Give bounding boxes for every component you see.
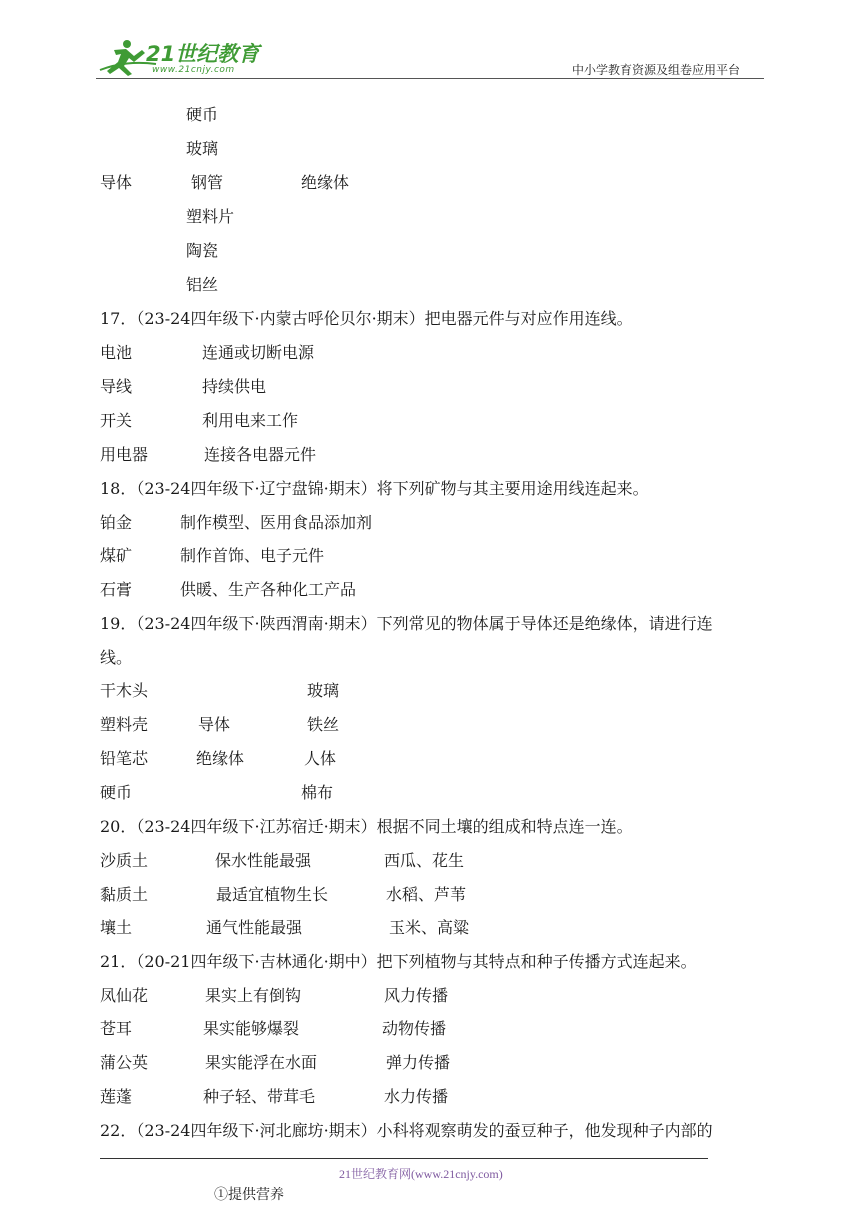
footer-divider [100, 1158, 708, 1159]
q19-left-item: 铅笔芯 [100, 749, 149, 768]
q21-middle-item: 果实能够爆裂 [203, 1019, 300, 1038]
q21-middle-item: 果实上有倒钩 [205, 986, 302, 1005]
q16-left-item: 导体 [100, 173, 133, 192]
q20-left-item: 沙质土 [100, 851, 149, 870]
q17-left-item: 开关 [100, 411, 133, 430]
q19-middle-item: 绝缘体 [196, 749, 245, 768]
q18-left-item: 铂金 [100, 513, 133, 532]
q17-left-item: 电池 [100, 343, 133, 362]
q20-middle-item: 通气性能最强 [206, 918, 303, 937]
q20-right-item: 西瓜、花生 [384, 851, 465, 870]
q16-right-item: 绝缘体 [301, 173, 350, 192]
q21-right-item: 动物传播 [382, 1019, 447, 1038]
q21-left-item: 苍耳 [100, 1019, 133, 1038]
logo-text: 21世纪教育 [146, 42, 260, 66]
site-logo [96, 36, 266, 78]
question-stem-continued: 线。 [100, 648, 133, 667]
question-stem: 18．（23-24四年级下·辽宁盘锦·期末）将下列矿物与其主要用途用线连起来。 [100, 479, 649, 498]
q21-right-item: 风力传播 [384, 986, 449, 1005]
q16-middle-item: 硬币 [186, 105, 219, 124]
q21-left-item: 蒲公英 [100, 1053, 149, 1072]
q19-left-item: 塑料壳 [100, 715, 149, 734]
q20-right-item: 玉米、高粱 [389, 918, 470, 937]
q21-middle-item: 种子轻、带茸毛 [203, 1087, 316, 1106]
q17-left-item: 用电器 [100, 445, 149, 464]
q20-left-item: 黏质土 [100, 885, 149, 904]
q21-middle-item: 果实能浮在水面 [205, 1053, 318, 1072]
q20-middle-item: 最适宜植物生长 [216, 885, 329, 904]
q18-right-item: 供暖、生产各种化工产品 [180, 580, 357, 599]
q18-left-item: 煤矿 [100, 546, 133, 565]
q16-middle-item: 钢管 [191, 173, 224, 192]
q19-right-item: 棉布 [301, 783, 334, 802]
q16-middle-item: 塑料片 [186, 207, 235, 226]
q20-right-item: 水稻、芦苇 [386, 885, 467, 904]
q17-right-item: 连通或切断电源 [202, 343, 315, 362]
q17-right-item: 持续供电 [202, 377, 267, 396]
q21-left-item: 凤仙花 [100, 986, 149, 1005]
footer-text: 21世纪教育网(www.21cnjy.com) [339, 1167, 503, 1181]
q16-middle-item: 玻璃 [186, 139, 219, 158]
question-stem: 21．（20-21四年级下·吉林通化·期中）把下列植物与其特点和种子传播方式连起来。 [100, 952, 697, 971]
q18-right-item: 制作模型、医用食品添加剂 [180, 513, 373, 532]
question-stem: 19．（23-24四年级下·陕西渭南·期末）下列常见的物体属于导体还是绝缘体，请进行连 [100, 614, 713, 633]
q19-right-item: 铁丝 [307, 715, 340, 734]
q21-right-item: 水力传播 [384, 1087, 449, 1106]
logo-url: www.21cnjy.com [152, 65, 235, 75]
q16-middle-item: 陶瓷 [186, 241, 219, 260]
q19-left-item: 硬币 [100, 783, 133, 802]
q19-middle-item: 导体 [198, 715, 231, 734]
q22-option-1: ①提供营养 [214, 1187, 284, 1203]
q16-middle-item: 铝丝 [186, 275, 219, 294]
question-stem: 20．（23-24四年级下·江苏宿迁·期末）根据不同土壤的组成和特点连一连。 [100, 817, 633, 836]
q21-left-item: 莲蓬 [100, 1087, 133, 1106]
q20-middle-item: 保水性能最强 [215, 851, 312, 870]
q18-right-item: 制作首饰、电子元件 [180, 546, 325, 565]
q17-right-item: 连接各电器元件 [204, 445, 317, 464]
header-tagline: 中小学教育资源及组卷应用平台 [572, 63, 741, 77]
q19-right-item: 玻璃 [307, 681, 340, 700]
q19-right-item: 人体 [304, 749, 337, 768]
q19-left-item: 干木头 [100, 681, 149, 700]
question-stem: 22．（23-24四年级下·河北廊坊·期末）小科将观察萌发的蚕豆种子，他发现种子内部的 [100, 1121, 713, 1140]
header-divider [96, 78, 764, 79]
q17-left-item: 导线 [100, 377, 133, 396]
q21-right-item: 弹力传播 [386, 1053, 451, 1072]
question-stem: 17．（23-24四年级下·内蒙古呼伦贝尔·期末）把电器元件与对应作用连线。 [100, 309, 633, 328]
q17-right-item: 利用电来工作 [202, 411, 299, 430]
q20-left-item: 壤土 [100, 918, 133, 937]
q18-left-item: 石膏 [100, 580, 133, 599]
